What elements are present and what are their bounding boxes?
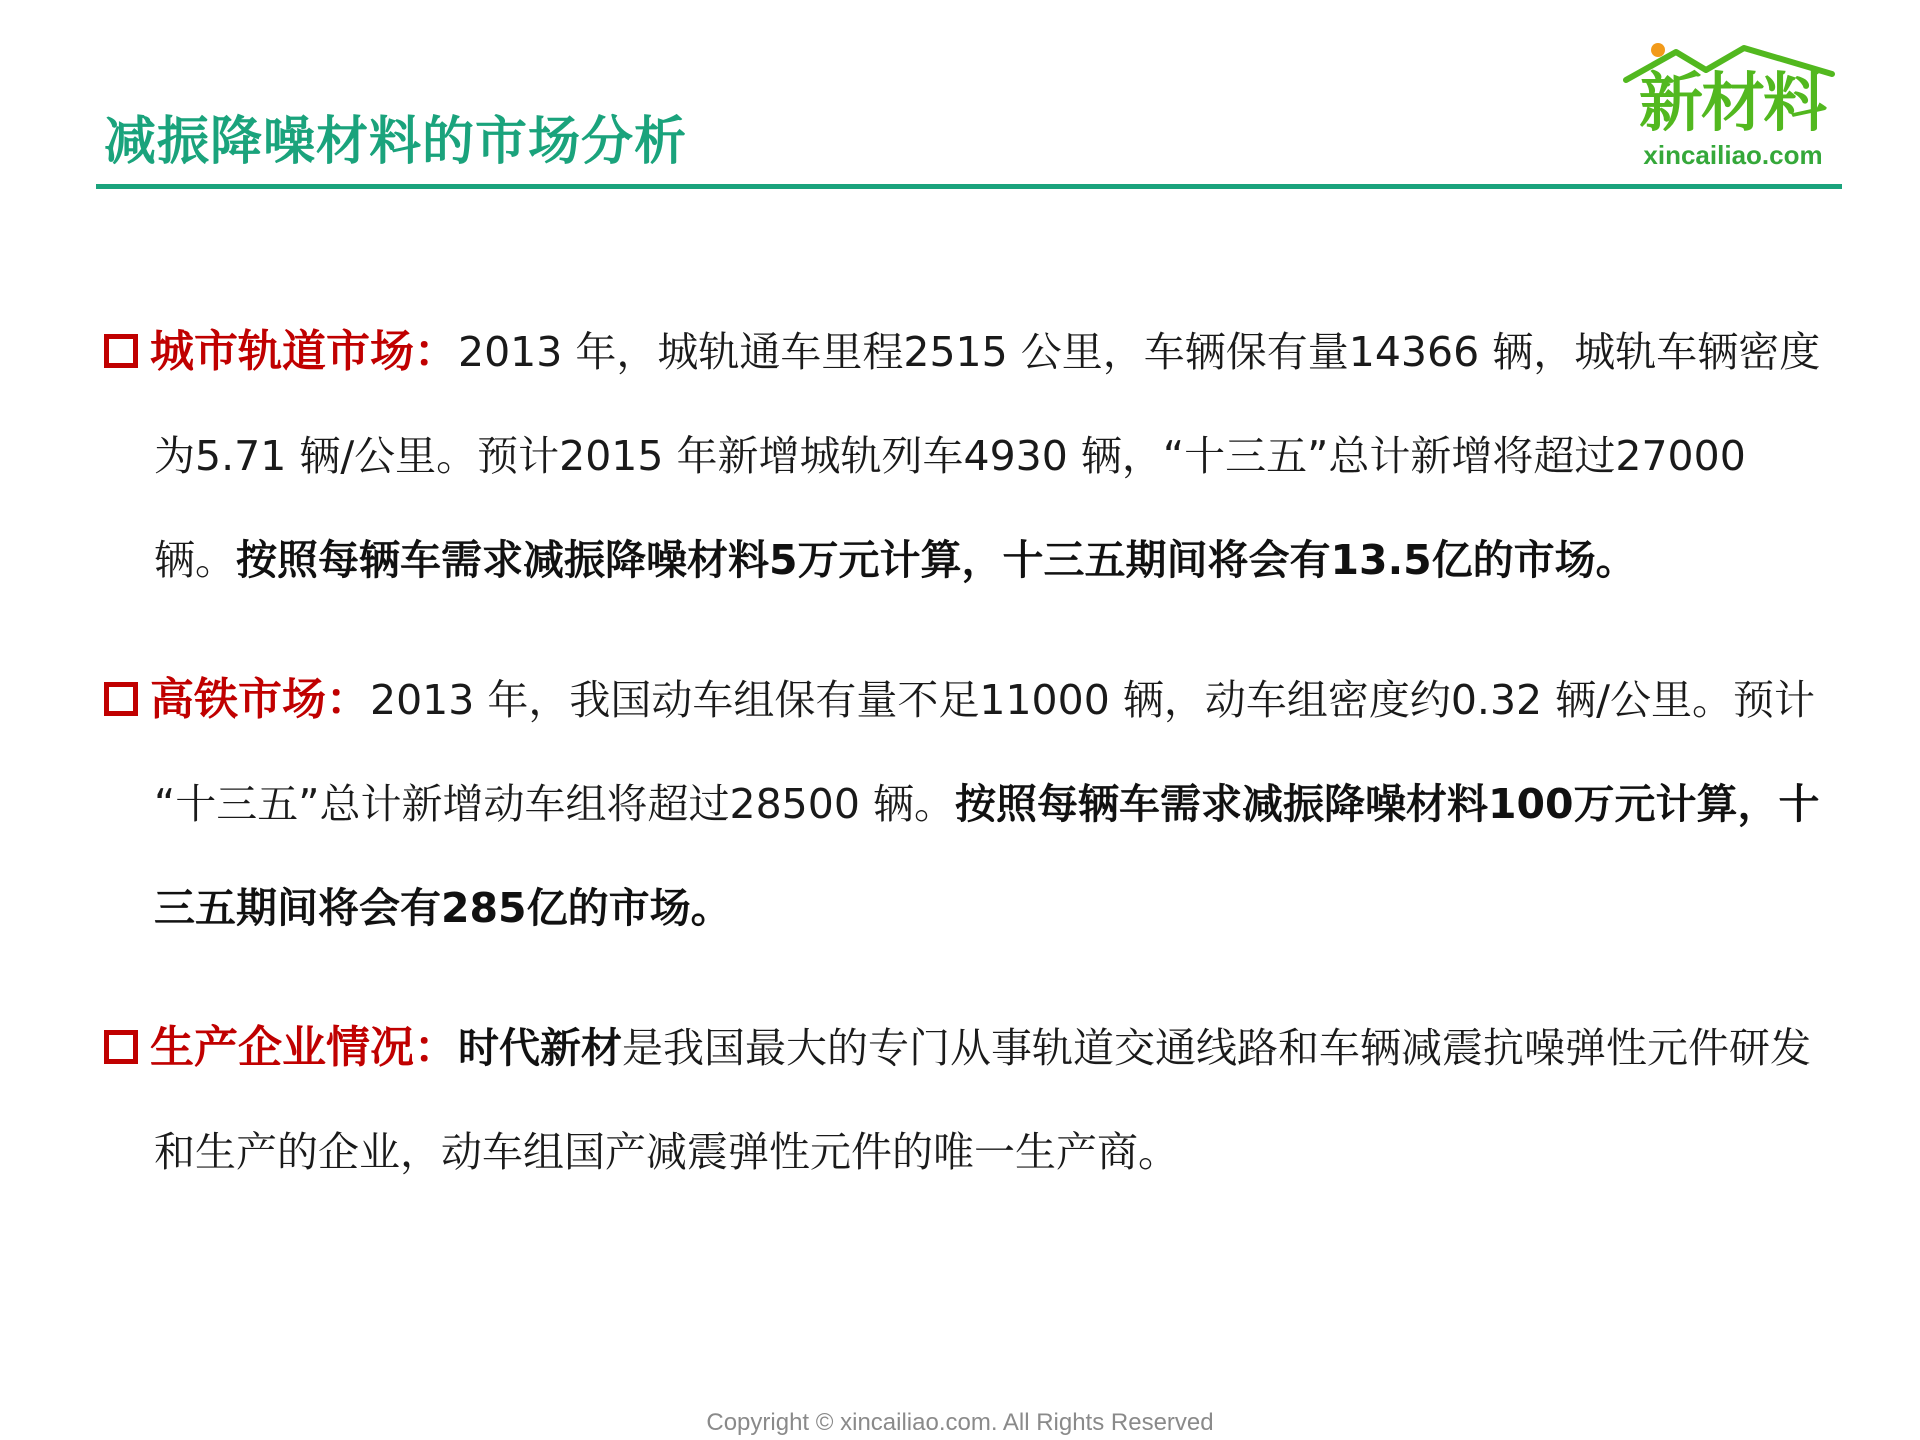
- checkbox-bullet-icon: [104, 334, 138, 368]
- logo-url: xincailiao.com: [1643, 140, 1823, 170]
- logo-name: 新材料: [1639, 67, 1825, 141]
- checkbox-bullet-icon: [104, 1030, 138, 1064]
- section-urban-rail: [104, 300, 1834, 612]
- section-high-speed-rail: [104, 648, 1834, 960]
- section-heading: 高铁市场：: [150, 674, 370, 725]
- section-highlight: 按照每辆车需求减振降噪材料5万元计算，十三五期间将会有13.5亿的市场。: [236, 536, 1637, 584]
- brand-logo: [1618, 40, 1844, 170]
- section-text: 是我国最大的专门从事轨道交通线路和车辆减震抗噪弹性元件研发和生产的企业，动车组国产减震弹性元件的唯一生产商。: [154, 1024, 1811, 1176]
- section-heading: 生产企业情况：: [150, 1022, 458, 1073]
- section-paragraph: [104, 300, 1834, 612]
- section-paragraph: [104, 648, 1834, 960]
- section-highlight: 时代新材: [458, 1024, 622, 1072]
- title-divider: [96, 184, 1842, 189]
- section-text: 2013 年，城轨通车里程2515 公里，车辆保有量14366 辆，城轨车辆密度为5.71 辆/公里。预计2015 年新增城轨列车4930 辆，“十三五”总计新增将超过27000 辆。: [154, 328, 1821, 584]
- section-manufacturers: [104, 996, 1834, 1204]
- slide-title: 减振降噪材料的市场分析: [104, 112, 688, 172]
- copyright-footer: Copyright © xincailiao.com. All Rights Reserved: [706, 1409, 1214, 1436]
- section-highlight: 按照每辆车需求减振降噪材料100万元计算，十三五期间将会有285亿的市场。: [154, 780, 1820, 932]
- section-heading: 城市轨道市场：: [150, 326, 458, 377]
- checkbox-bullet-icon: [104, 682, 138, 716]
- section-paragraph: [104, 996, 1834, 1204]
- section-text: 2013 年，我国动车组保有量不足11000 辆，动车组密度约0.32 辆/公里。预计 “十三五”总计新增动车组将超过28500 辆。: [154, 676, 1815, 828]
